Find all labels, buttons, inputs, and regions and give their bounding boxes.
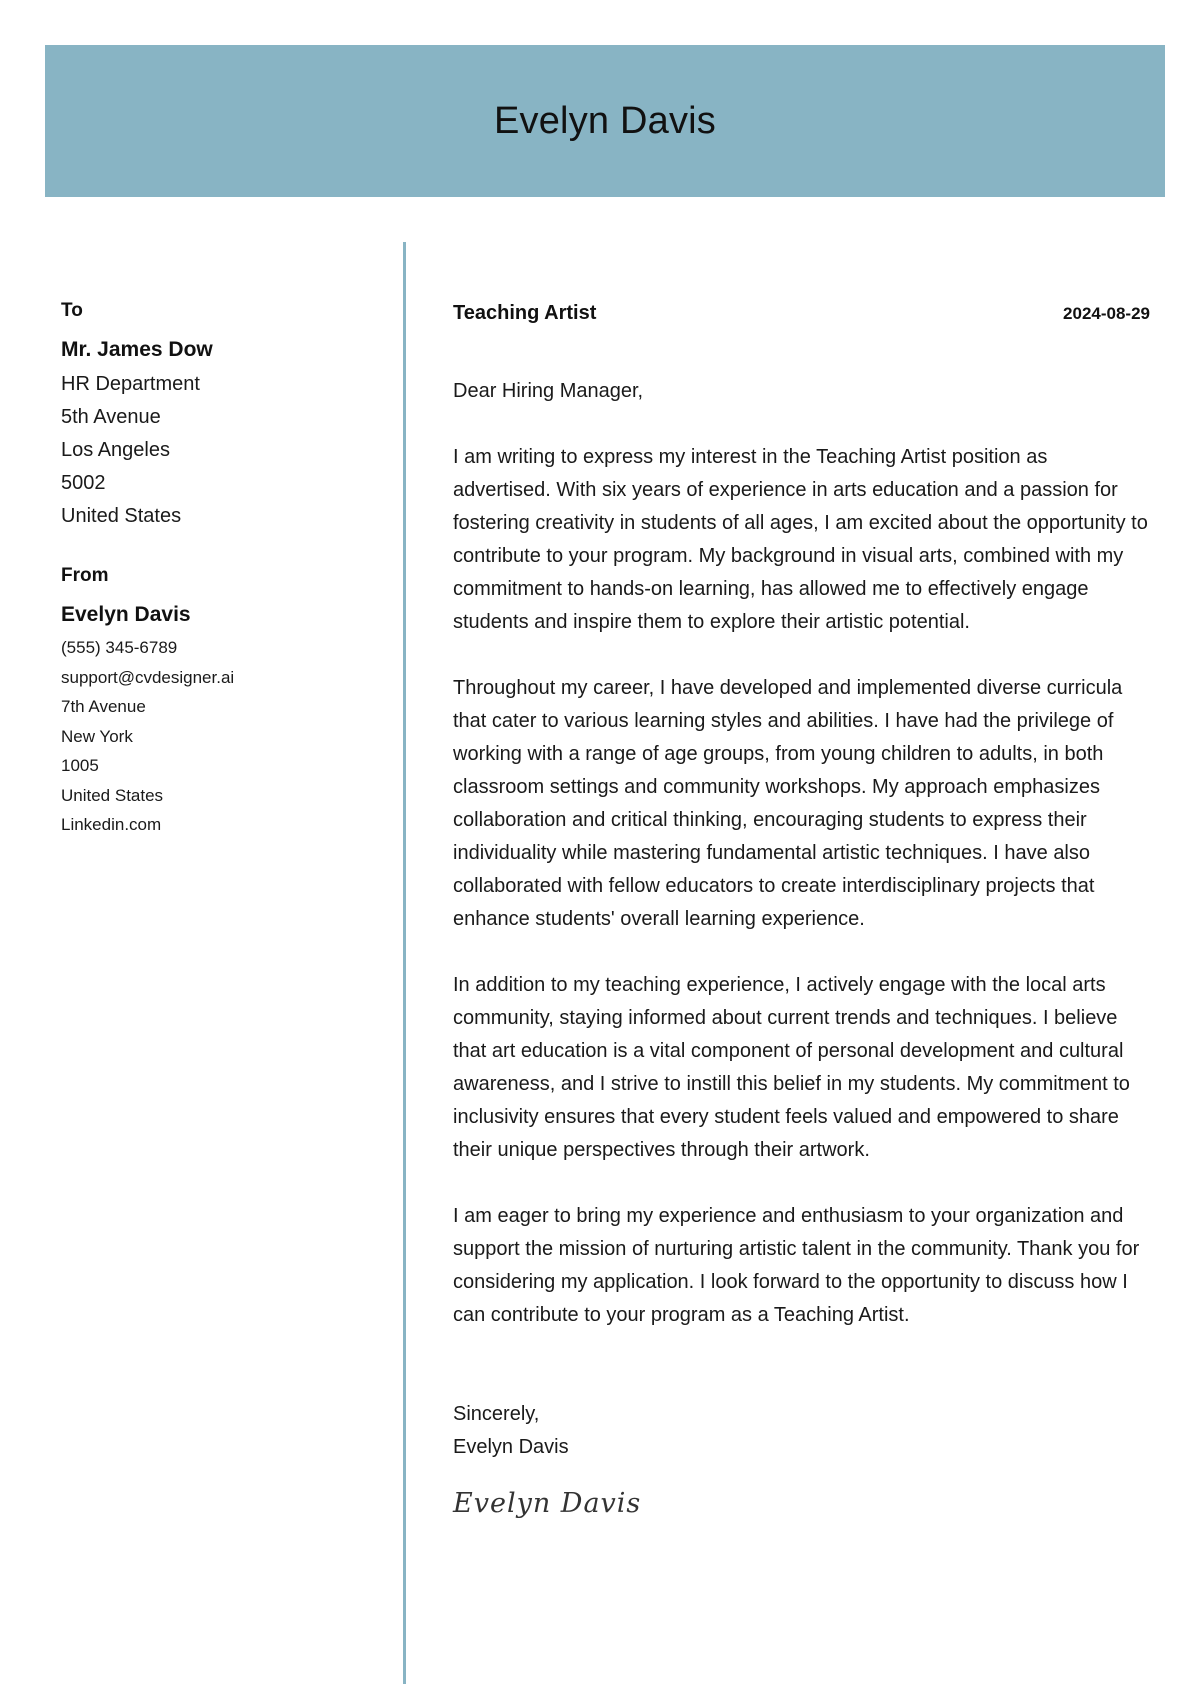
letter-date: 2024-08-29 — [1063, 304, 1150, 323]
recipient-block — [61, 300, 381, 533]
recipient-name: Mr. James Dow — [61, 338, 213, 361]
header-banner — [45, 45, 1165, 197]
closing-name: Evelyn Davis — [453, 1436, 569, 1458]
recipient-country: United States — [61, 505, 182, 527]
greeting: Dear Hiring Manager, — [453, 380, 644, 402]
to-label: To — [61, 300, 83, 321]
sender-street: 7th Avenue — [61, 697, 146, 716]
closing: Sincerely, — [453, 1403, 540, 1425]
address-sidebar — [61, 300, 381, 840]
from-label: From — [61, 565, 109, 586]
sender-name: Evelyn Davis — [61, 603, 191, 626]
paragraph-1: I am writing to express my interest in the Teaching Artist position as advertised. With six years of experience in arts education and a passion for fostering creativity in students of all ages, I am excited about the opportunity to contribute to your program. My background in visual arts, combined with my commitment to hands-on learning, has allowed me to effectively engage students and inspire them to explore their artistic potential. — [453, 446, 1148, 633]
page-title: Evelyn Davis — [493, 99, 717, 142]
sender-linkedin: Linkedin.com — [61, 815, 162, 834]
job-title: Teaching Artist — [453, 302, 597, 324]
letter-header-row — [453, 302, 1150, 325]
paragraph-4: I am eager to bring my experience and enthusiasm to your organization and support the mission of nurturing artistic talent in the community. Thank you for considering my application. I look forward to the opportunity to discuss how I can contribute to your program as a Teaching Artist. — [453, 1205, 1140, 1326]
sender-city: New York — [61, 726, 133, 746]
recipient-street: 5th Avenue — [61, 406, 161, 428]
sender-postal-code: 1005 — [61, 756, 99, 775]
sender-email: support@cvdesigner.ai — [61, 667, 235, 687]
recipient-department: HR Department — [61, 373, 200, 395]
letter-body — [453, 302, 1150, 1519]
recipient-city: Los Angeles — [61, 439, 170, 461]
signature: Evelyn Davis — [453, 1488, 642, 1519]
column-divider — [403, 242, 406, 1684]
sender-phone: (555) 345-6789 — [61, 638, 178, 657]
paragraph-2: Throughout my career, I have developed and implemented diverse curricula that cater to various learning styles and abilities. I have had the privilege of working with a range of age groups, from young children to adults, in both classroom settings and community workshops. My approach emphasizes collaboration and critical thinking, encouraging students to express their individuality while mastering fundamental artistic techniques. I have also collaborated with fellow educators to create interdisciplinary projects that enhance students' overall learning experience. — [453, 677, 1123, 930]
paragraph-3: In addition to my teaching experience, I actively engage with the local arts community, staying informed about current trends and techniques. I believe that art education is a vital component of personal development and cultural awareness, and I strive to instill this belief in my students. My commitment to inclusivity ensures that every student feels valued and empowered to share their unique perspectives through their artwork. — [453, 974, 1130, 1161]
sender-country: United States — [61, 785, 164, 805]
recipient-postal-code: 5002 — [61, 472, 106, 494]
sender-block — [61, 565, 381, 840]
